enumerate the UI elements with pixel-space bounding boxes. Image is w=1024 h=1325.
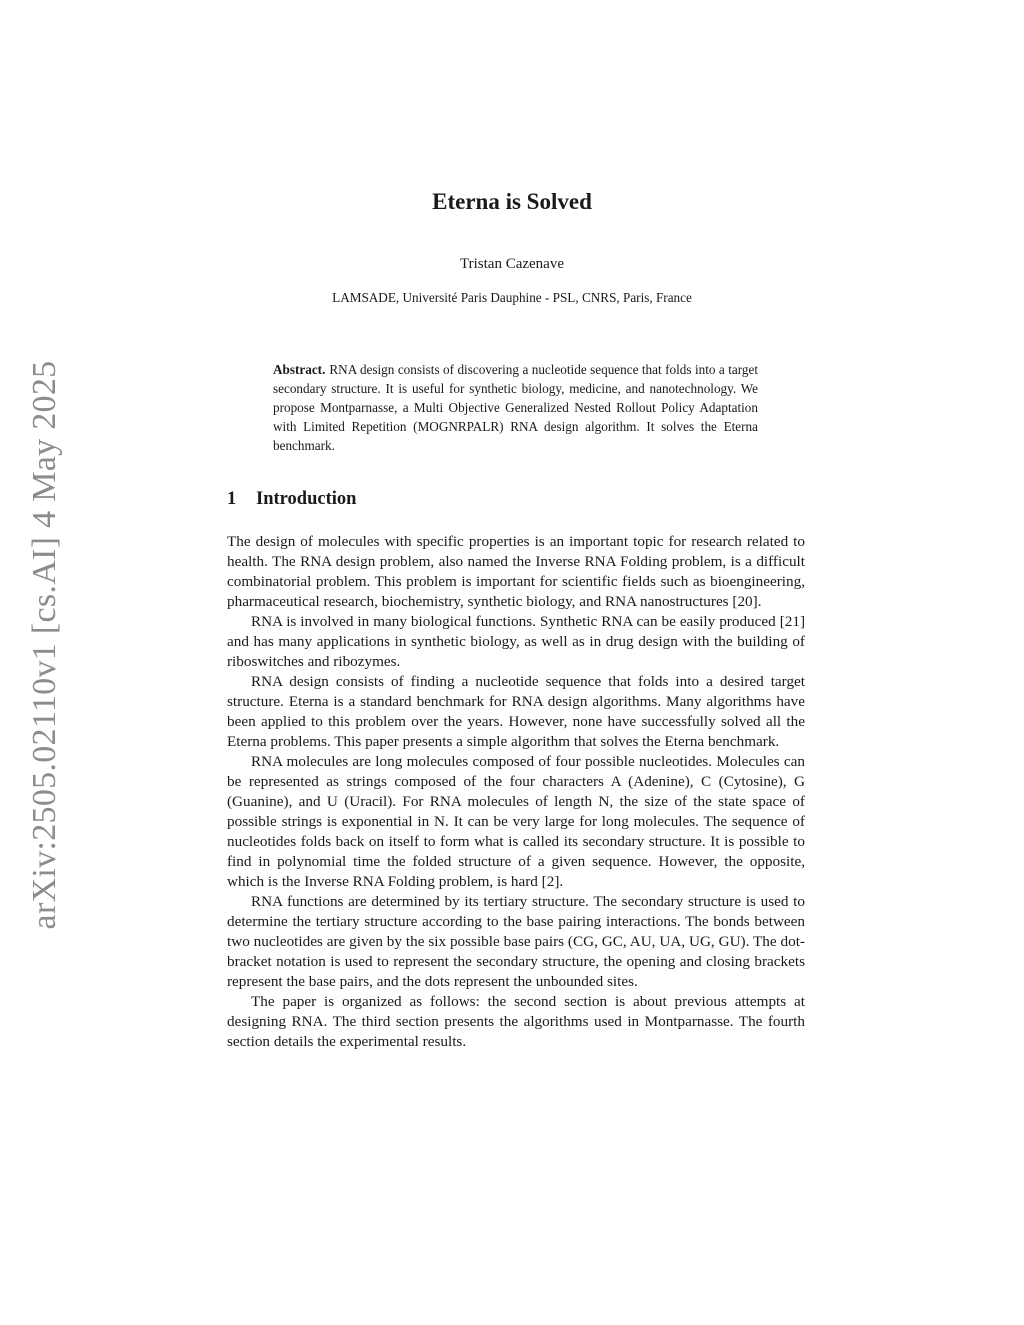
section-number: 1 — [227, 489, 237, 509]
abstract-label: Abstract. — [273, 362, 326, 377]
paper-title: Eterna is Solved — [432, 189, 592, 214]
abstract-text: RNA design consists of discovering a nucleotide sequence that folds into a target secondary structure. It is useful for synthetic biology, medicine, and nanotechnology. We propose Montparnasse, a Multi Objective Generalized Nested Rollout Policy Adaptation with Limited Repetition (MOGNRPALR) RNA design algorithm. It solves the Eterna benchmark. — [273, 362, 758, 453]
paragraph: The paper is organized as follows: the second section is about previous attempts at designing RNA. The third section presents the algorithms used in Montparnasse. The fourth section details the experimental results. — [227, 993, 805, 1050]
paragraph: RNA design consists of finding a nucleotide sequence that folds into a desired target structure. Eterna is a standard benchmark for RNA design algorithms. Many algorithms have been applied to this problem over the years. However, none have successfully solved all the Eterna problems. This paper presents a simple algorithm that solves the Eterna benchmark. — [227, 673, 805, 750]
section-title: Introduction — [256, 489, 357, 509]
abstract — [273, 360, 758, 455]
section-heading — [227, 486, 356, 512]
author-affiliation: LAMSADE, Université Paris Dauphine - PSL, CNRS, Paris, France — [332, 290, 692, 305]
introduction-body — [227, 532, 805, 1052]
paragraph: RNA functions are determined by its tertiary structure. The secondary structure is used to determine the tertiary structure according to the base pairing interactions. The bonds between two nucleotides are given by the six possible base pairs (CG, GC, AU, UA, UG, GU). The dot-bracket notation is used to represent the secondary structure, the opening and closing brackets represent the base pairs, and the dots represent the unbounded sites. — [227, 893, 805, 990]
arxiv-identifier-stamp: arXiv:2505.02110v1 [cs.AI] 4 May 2025 — [26, 360, 63, 930]
paragraph: RNA molecules are long molecules composed of four possible nucleotides. Molecules can be represented as strings composed of the four characters A (Adenine), C (Cytosine), G (Guanine), and U (Uracil). For RNA molecules of length N, the size of the state space of possible strings is exponential in N. It can be very large for long molecules. The sequence of nucleotides folds back on itself to form what is called its secondary structure. It is possible to find in polynomial time the folded structure of a given sequence. However, the opposite, which is the Inverse RNA Folding problem, is hard [2]. — [227, 753, 805, 890]
author-name: Tristan Cazenave — [459, 256, 564, 272]
paragraph: RNA is involved in many biological functions. Synthetic RNA can be easily produced [21] and has many applications in synthetic biology, as well as in drug design with the building of riboswitches and ribozymes. — [227, 613, 805, 670]
paragraph: The design of molecules with specific properties is an important topic for research related to health. The RNA design problem, also named the Inverse RNA Folding problem, is a difficult combinatorial problem. This problem is important for scientific fields such as bioengineering, pharmaceutical research, biochemistry, synthetic biology, and RNA nanostructures [20]. — [227, 533, 805, 610]
